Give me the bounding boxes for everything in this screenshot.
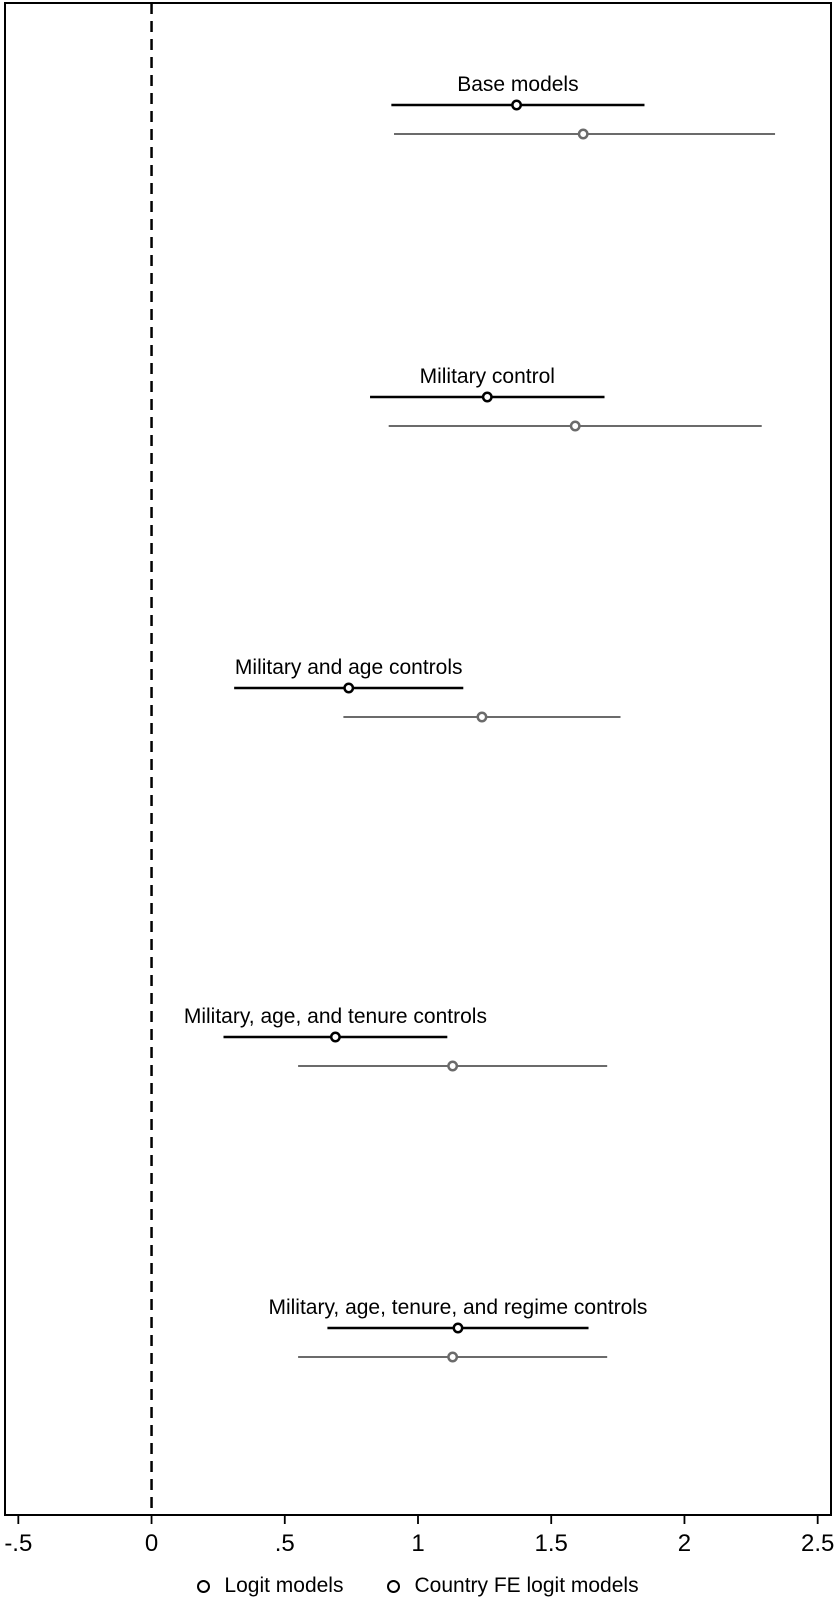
legend-item-country-fe: [387, 1574, 638, 1598]
x-tick-label: .5: [274, 1530, 295, 1557]
group-label: Military control: [419, 365, 555, 388]
point-estimate-logit: [483, 393, 491, 401]
legend-item-logit: [197, 1574, 343, 1598]
point-estimate-country-fe: [448, 1353, 456, 1361]
point-estimate-country-fe: [448, 1062, 456, 1070]
point-estimate-logit: [454, 1324, 462, 1332]
point-estimate-logit: [345, 684, 353, 692]
x-tick-label: -.5: [4, 1530, 33, 1557]
point-estimate-logit: [512, 101, 520, 109]
legend-label-logit: Logit models: [224, 1574, 344, 1597]
x-tick-label: 1.5: [534, 1530, 568, 1557]
point-estimate-country-fe: [478, 713, 486, 721]
x-tick-label: 2.5: [800, 1530, 835, 1557]
x-tick-label: 1: [411, 1530, 425, 1557]
legend: [0, 1566, 836, 1606]
point-estimate-country-fe: [579, 130, 587, 138]
group-label: Military, age, and tenure controls: [183, 1005, 487, 1028]
group-label: Military, age, tenure, and regime controls: [268, 1296, 648, 1319]
x-tick-label: 2: [677, 1530, 692, 1557]
point-estimate-logit: [331, 1033, 339, 1041]
point-estimate-country-fe: [571, 422, 579, 430]
legend-label-country-fe: Country FE logit models: [414, 1574, 639, 1597]
x-tick-label: 0: [144, 1530, 159, 1557]
group-label: Military and age controls: [234, 656, 463, 679]
legend-marker-logit: [197, 1580, 210, 1593]
group-label: Base models: [457, 73, 579, 96]
plot-frame: [5, 3, 831, 1515]
legend-marker-country-fe: [387, 1580, 400, 1593]
